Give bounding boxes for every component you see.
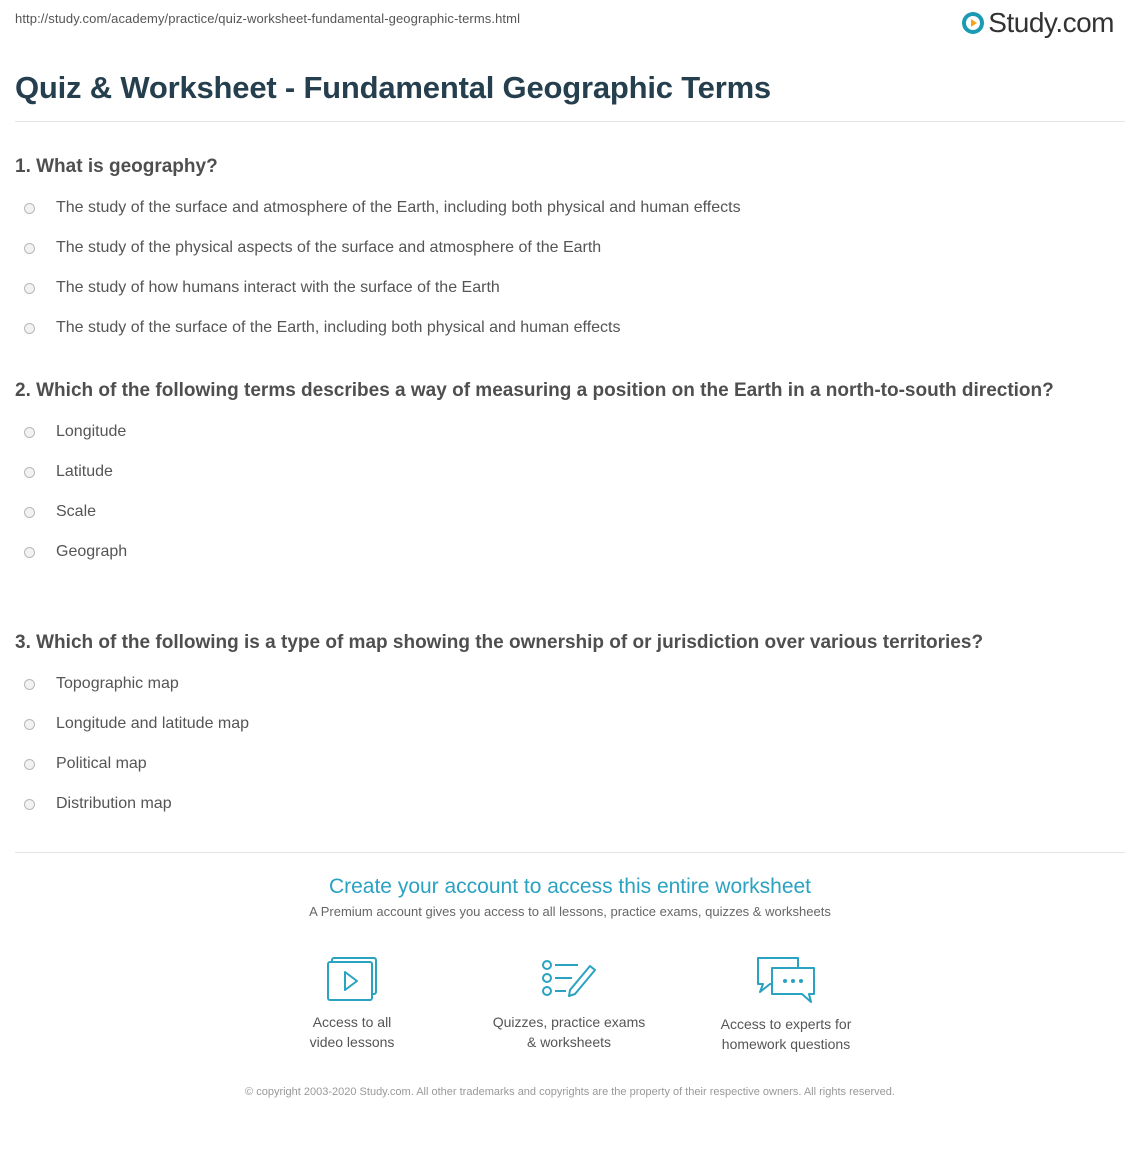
answer-option[interactable] xyxy=(15,412,1115,452)
option-label: Political map xyxy=(56,755,147,772)
radio-button-icon[interactable] xyxy=(24,243,35,254)
option-label: Longitude and latitude map xyxy=(56,715,250,732)
question-1 xyxy=(15,153,1115,348)
radio-button-icon[interactable] xyxy=(24,283,35,294)
quiz-checklist-icon xyxy=(540,956,598,1002)
study-logo[interactable] xyxy=(962,8,1114,38)
answer-option[interactable] xyxy=(15,188,1115,228)
option-label: The study of the surface of the Earth, including both physical and human effects xyxy=(56,319,621,336)
answer-option[interactable] xyxy=(15,664,1115,704)
answer-option[interactable] xyxy=(15,228,1115,268)
radio-button-icon[interactable] xyxy=(24,467,35,478)
question-3 xyxy=(15,629,1115,824)
option-label: Geograph xyxy=(56,543,128,560)
chat-bubbles-icon xyxy=(754,956,818,1004)
radio-button-icon[interactable] xyxy=(24,547,35,558)
radio-button-icon[interactable] xyxy=(24,507,35,518)
cta-divider xyxy=(15,852,1125,853)
radio-button-icon[interactable] xyxy=(24,679,35,690)
study-logo-icon xyxy=(962,12,984,34)
question-2 xyxy=(15,377,1115,572)
signup-cta xyxy=(0,872,1140,919)
answer-option[interactable] xyxy=(15,308,1115,348)
radio-button-icon[interactable] xyxy=(24,427,35,438)
feature-line-2: & worksheets xyxy=(526,1034,612,1050)
option-label: The study of the surface and atmosphere of the Earth, including both physical and human effects xyxy=(56,199,741,216)
page-url: http://study.com/academy/practice/quiz-worksheet-fundamental-geographic-terms.html xyxy=(15,11,521,26)
feature-line-2: video lessons xyxy=(309,1034,395,1050)
feature-label xyxy=(252,1012,452,1052)
answer-option[interactable] xyxy=(15,744,1115,784)
feature-experts xyxy=(686,956,886,1054)
feature-line-1: Access to experts for xyxy=(720,1016,852,1032)
answer-options xyxy=(15,412,1115,572)
radio-button-icon[interactable] xyxy=(24,203,35,214)
logo-text: Study.com xyxy=(988,7,1114,38)
option-label: Scale xyxy=(56,503,97,520)
option-label: Topographic map xyxy=(56,675,179,692)
answer-option[interactable] xyxy=(15,532,1115,572)
radio-button-icon[interactable] xyxy=(24,719,35,730)
option-label: Distribution map xyxy=(56,795,172,812)
question-text: 2. Which of the following terms describes a way of measuring a position on the Earth in a north-to-south direction? xyxy=(15,380,1054,401)
create-account-link[interactable]: Create your account to access this entire worksheet xyxy=(328,875,812,898)
cta-subtitle: A Premium account gives you access to all lessons, practice exams, quizzes & worksheets xyxy=(309,904,831,919)
feature-line-1: Quizzes, practice exams xyxy=(492,1014,646,1030)
answer-options xyxy=(15,188,1115,348)
page-title: Quiz & Worksheet - Fundamental Geographic Terms xyxy=(15,70,771,105)
feature-line-2: homework questions xyxy=(721,1036,851,1052)
answer-options xyxy=(15,664,1115,824)
title-divider xyxy=(15,121,1125,122)
answer-option[interactable] xyxy=(15,452,1115,492)
feature-quizzes xyxy=(469,956,669,1052)
feature-label xyxy=(469,1012,669,1052)
feature-line-1: Access to all xyxy=(312,1014,392,1030)
feature-label xyxy=(686,1014,886,1054)
answer-option[interactable] xyxy=(15,704,1115,744)
question-text: 3. Which of the following is a type of map showing the ownership of or jurisdiction over various territories? xyxy=(15,632,984,653)
question-text: 1. What is geography? xyxy=(15,156,218,177)
option-label: Latitude xyxy=(56,463,113,480)
feature-video-lessons xyxy=(252,956,452,1052)
option-label: The study of how humans interact with the surface of the Earth xyxy=(56,279,500,296)
answer-option[interactable] xyxy=(15,784,1115,824)
option-label: The study of the physical aspects of the surface and atmosphere of the Earth xyxy=(56,239,602,256)
radio-button-icon[interactable] xyxy=(24,323,35,334)
answer-option[interactable] xyxy=(15,492,1115,532)
radio-button-icon[interactable] xyxy=(24,799,35,810)
copyright-notice: © copyright 2003-2020 Study.com. All other trademarks and copyrights are the property of their respective owners. All rights reserved. xyxy=(245,1086,895,1098)
answer-option[interactable] xyxy=(15,268,1115,308)
radio-button-icon[interactable] xyxy=(24,759,35,770)
video-lesson-icon xyxy=(326,956,378,1002)
option-label: Longitude xyxy=(56,423,127,440)
